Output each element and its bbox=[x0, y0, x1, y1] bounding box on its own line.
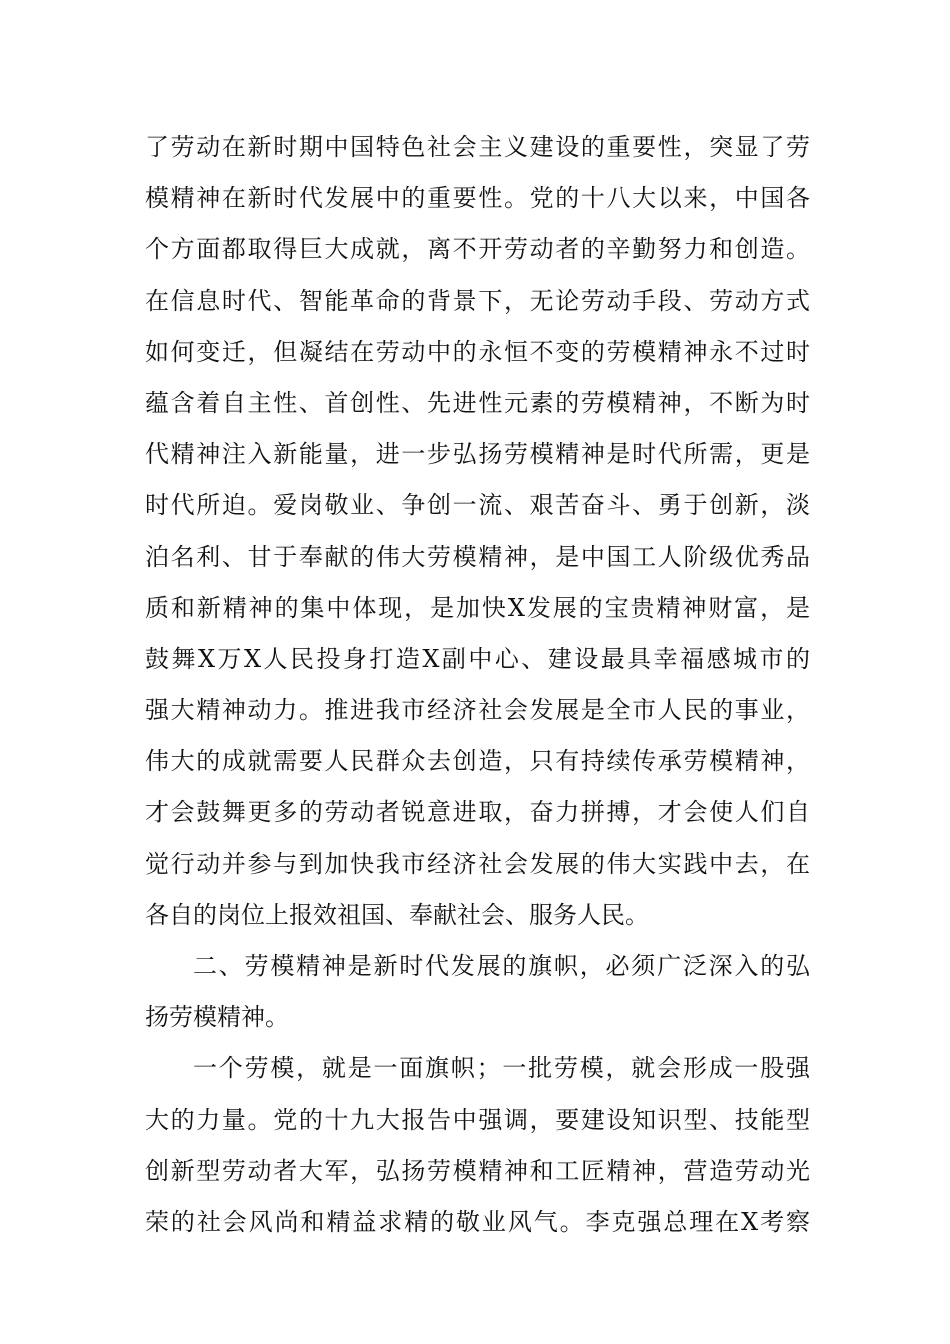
text-line-13: 伟大的成就需要人民群众去创造，只有持续传承劳模精神， bbox=[145, 747, 810, 776]
text-line-22: 荣的社会风尚和精益求精的敬业风气。李克强总理在X考察 bbox=[145, 1207, 810, 1236]
text-line-5: 如何变迁，但凝结在劳动中的永恒不变的劳模精神永不过时 bbox=[145, 337, 810, 366]
section-heading-line-2: 扬劳模精神。 bbox=[145, 1003, 289, 1032]
text-line-14: 才会鼓舞更多的劳动者锐意进取，奋力拼搏，才会使人们自 bbox=[145, 798, 810, 827]
body-text bbox=[145, 122, 810, 1248]
text-line-16: 各自的岗位上报效祖国、奉献社会、服务人民。 bbox=[145, 900, 649, 929]
section-heading-line-1: 二、劳模精神是新时代发展的旗帜，必须广泛深入的弘 bbox=[193, 952, 810, 980]
text-line-20: 大的力量。党的十九大报告中强调，要建设知识型、技能型 bbox=[145, 1105, 810, 1134]
text-line-3: 个方面都取得巨大成就，离不开劳动者的辛勤努力和创造。 bbox=[145, 235, 810, 264]
text-line-9: 泊名利、甘于奉献的伟大劳模精神，是中国工人阶级优秀品 bbox=[145, 542, 810, 571]
text-line-12: 强大精神动力。推进我市经济社会发展是全市人民的事业， bbox=[145, 696, 810, 725]
text-line-19: 一个劳模，就是一面旗帜；一批劳模，就会形成一股强 bbox=[193, 1054, 810, 1083]
text-line-11: 鼓舞X万X人民投身打造X副中心、建设最具幸福感城市的 bbox=[145, 644, 810, 673]
text-line-21: 创新型劳动者大军，弘扬劳模精神和工匠精神，营造劳动光 bbox=[145, 1156, 810, 1185]
text-line-1: 了劳动在新时期中国特色社会主义建设的重要性，突显了劳 bbox=[145, 133, 810, 161]
text-line-8: 时代所迫。爱岗敬业、争创一流、艰苦奋斗、勇于创新，淡 bbox=[145, 491, 810, 520]
text-line-2: 模精神在新时代发展中的重要性。党的十八大以来，中国各 bbox=[145, 184, 810, 213]
text-line-15: 觉行动并参与到加快我市经济社会发展的伟大实践中去，在 bbox=[145, 849, 810, 878]
text-line-4: 在信息时代、智能革命的背景下，无论劳动手段、劳动方式 bbox=[145, 286, 810, 315]
text-line-10: 质和新精神的集中体现，是加快X发展的宝贵精神财富，是 bbox=[145, 593, 810, 622]
text-line-7: 代精神注入新能量，进一步弘扬劳模精神是时代所需，更是 bbox=[145, 440, 810, 469]
text-line-6: 蕴含着自主性、首创性、先进性元素的劳模精神，不断为时 bbox=[145, 388, 810, 417]
